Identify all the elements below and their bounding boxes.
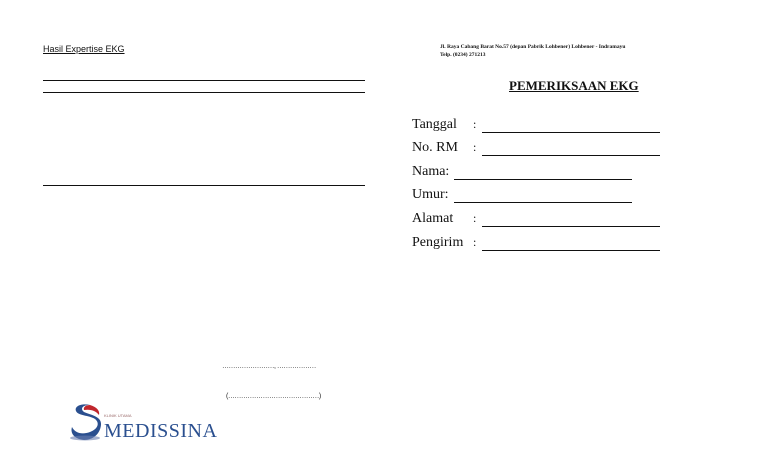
- field-colon: :: [473, 117, 477, 131]
- expertise-line-2: [43, 92, 365, 93]
- signature-place-date: ……………………, ………………: [222, 363, 316, 370]
- fill-line[interactable]: [482, 226, 660, 227]
- field-label: Nama:: [412, 164, 450, 179]
- field-label: Pengirim: [412, 235, 464, 250]
- medissina-logo-icon: [68, 403, 102, 441]
- fill-line[interactable]: [482, 250, 660, 251]
- expertise-title: Hasil Expertise EKG: [43, 44, 125, 54]
- fill-line[interactable]: [454, 179, 632, 180]
- expertise-line-3: [43, 185, 365, 186]
- clinic-phone: Telp. (0234) 271213: [440, 52, 486, 58]
- field-label: Alamat: [412, 211, 454, 226]
- signature-name: (……………………………………): [226, 393, 321, 400]
- field-colon: :: [473, 211, 477, 225]
- logo-tagline: KLINIK UTAMA: [104, 413, 132, 418]
- field-label: Tanggal: [412, 117, 457, 132]
- medissina-logo: [68, 403, 218, 443]
- field-label: Umur:: [412, 187, 449, 202]
- logo-brand: MEDISSINA: [104, 420, 218, 442]
- field-colon: :: [473, 235, 477, 249]
- form-title: PEMERIKSAAN EKG: [509, 78, 639, 93]
- clinic-address: Jl. Raya Cabang Barat No.57 (depan Pabrik Lohbener) Lohbener - Indramayu: [440, 44, 626, 50]
- field-label: No. RM: [412, 140, 458, 155]
- expertise-line-1: [43, 80, 365, 81]
- fill-line[interactable]: [482, 132, 660, 133]
- field-colon: :: [473, 140, 477, 154]
- fill-line[interactable]: [482, 155, 660, 156]
- fill-line[interactable]: [454, 202, 632, 203]
